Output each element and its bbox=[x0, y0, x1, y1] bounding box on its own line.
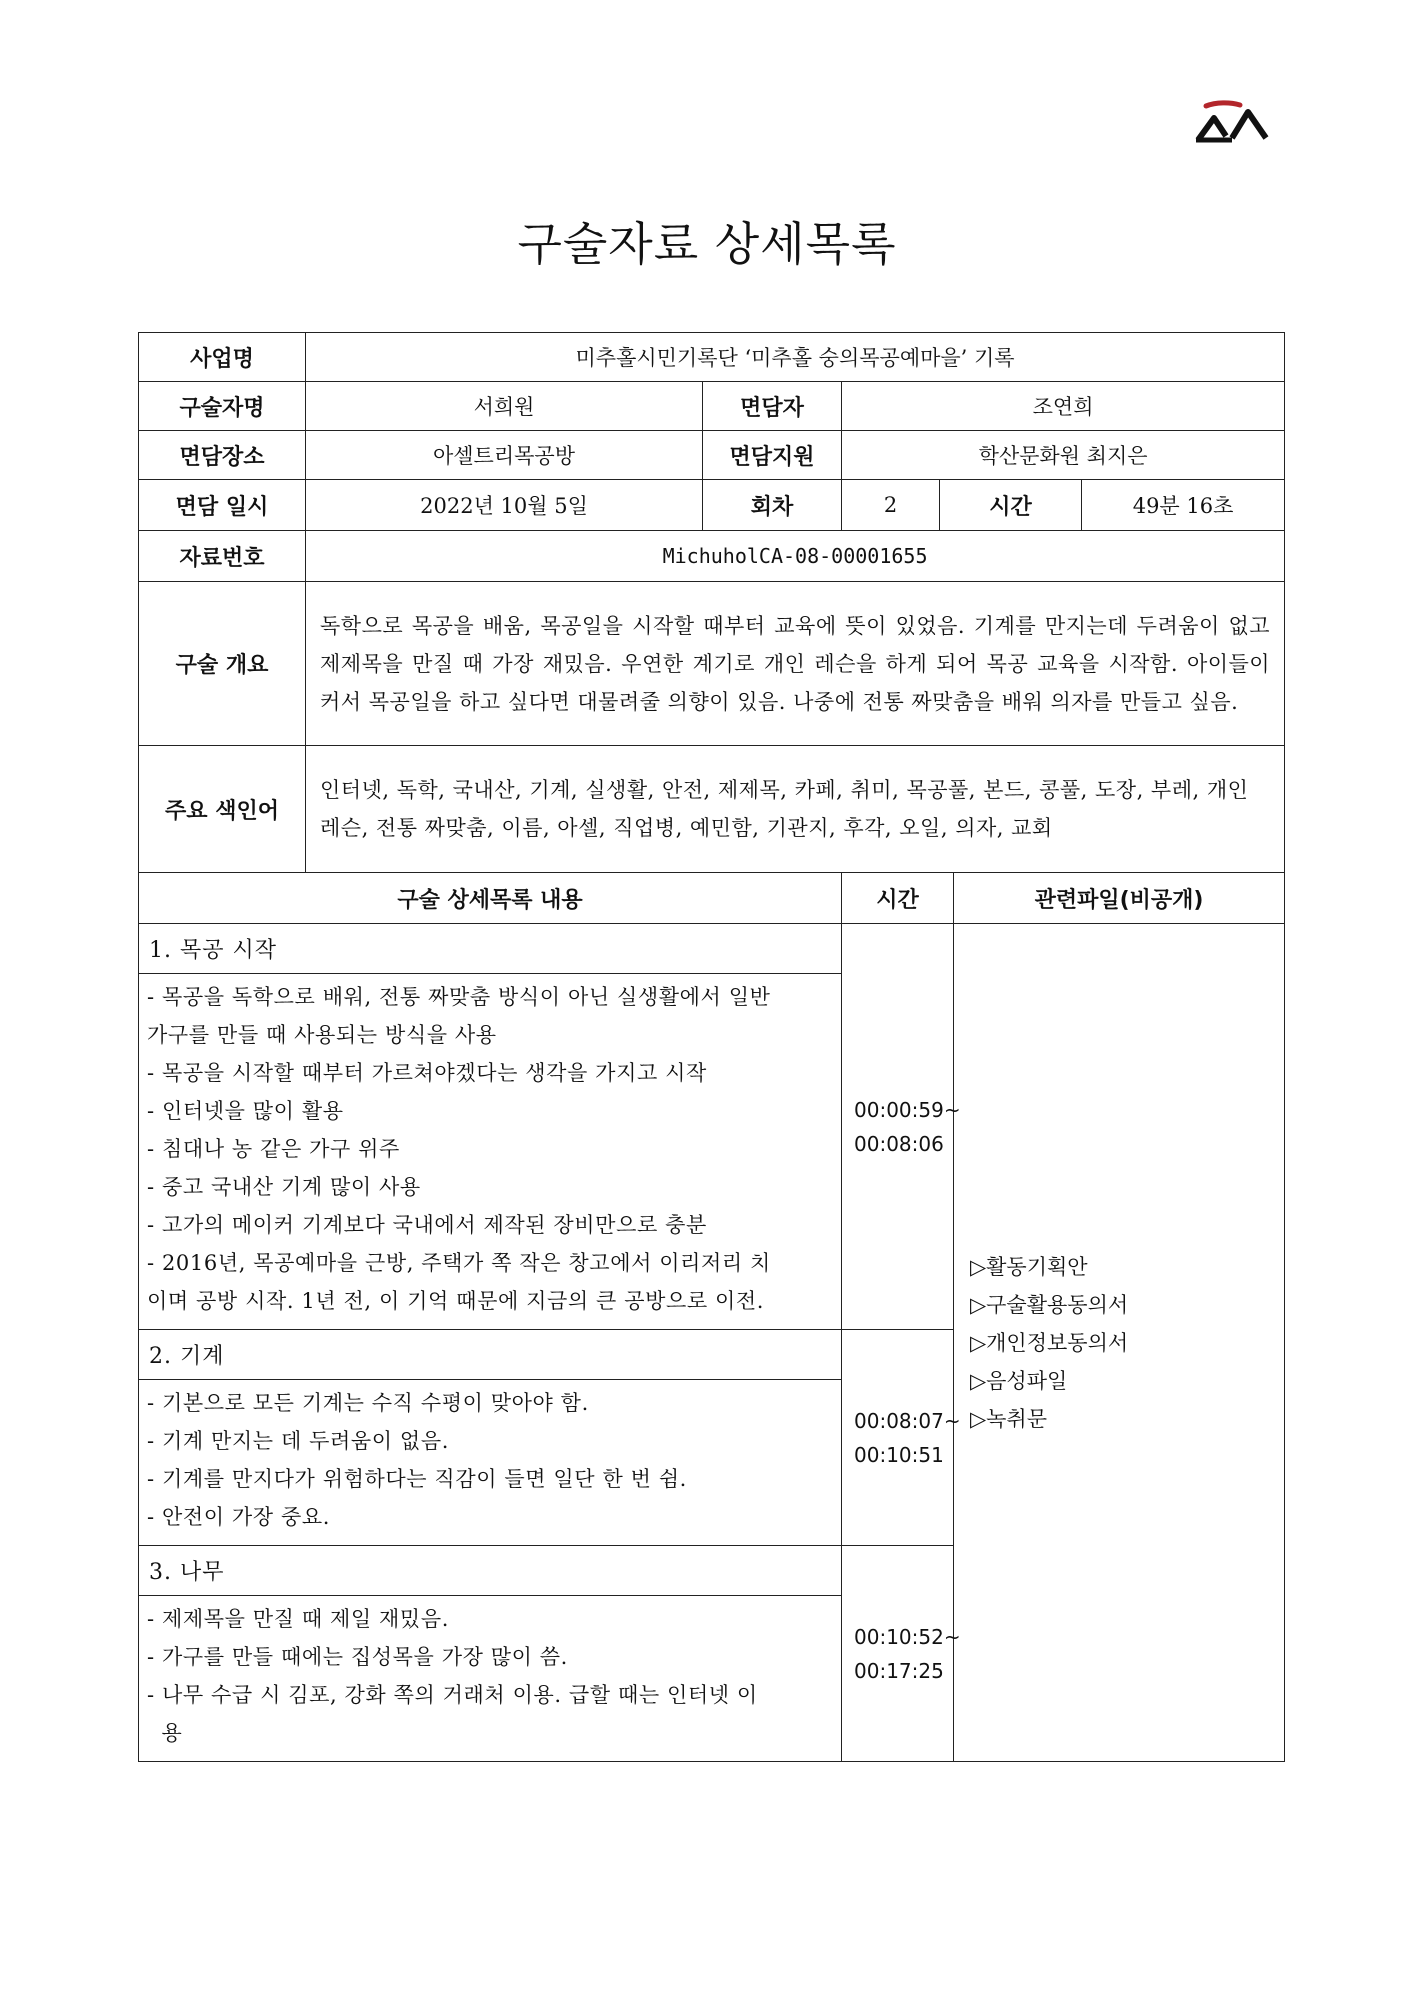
id-label: 자료번호 bbox=[139, 531, 306, 582]
list-item: - 침대나 농 같은 가구 위주 bbox=[147, 1137, 400, 1161]
section-3-time bbox=[842, 1546, 961, 1762]
section-3-body bbox=[139, 1596, 842, 1762]
session-value: 2 bbox=[842, 480, 940, 531]
keywords-label: 주요 색인어 bbox=[139, 746, 306, 873]
interviewer-label: 면담자 bbox=[703, 382, 842, 431]
list-item: - 기계 만지는 데 두려움이 없음. bbox=[147, 1429, 449, 1453]
list-item: - 안전이 가장 중요. bbox=[147, 1505, 330, 1529]
detail-header-row bbox=[139, 873, 1285, 924]
section-2-body bbox=[139, 1380, 842, 1546]
date-row bbox=[139, 480, 1285, 531]
section-title: 1. 목공 시작 bbox=[139, 924, 842, 974]
file-item-transcript: ▷녹취문 bbox=[970, 1406, 1048, 1431]
time-end: 00:08:06 bbox=[854, 1131, 944, 1156]
list-item: - 제제목을 만질 때 제일 재밌음. bbox=[147, 1607, 449, 1631]
list-item: - 중고 국내산 기계 많이 사용 bbox=[147, 1175, 421, 1199]
time-start: 00:10:52~ bbox=[854, 1624, 961, 1649]
content-header: 구술 상세목록 내용 bbox=[139, 873, 842, 924]
list-item: - 기본으로 모든 기계는 수직 수평이 맞아야 함. bbox=[147, 1391, 589, 1415]
time-header: 시간 bbox=[842, 873, 954, 924]
project-row bbox=[139, 333, 1285, 382]
list-item: - 기계를 만지다가 위험하다는 직감이 들면 일단 한 번 쉼. bbox=[147, 1467, 687, 1491]
section-1-time bbox=[842, 924, 961, 1330]
interviewer-value: 조연희 bbox=[842, 382, 1285, 431]
id-value: MichuholCA-08-00001655 bbox=[306, 531, 1285, 582]
place-row bbox=[139, 431, 1285, 480]
narrator-row bbox=[139, 382, 1285, 431]
list-item: - 나무 수급 시 김포, 강화 쪽의 거래처 이용. 급할 때는 인터넷 이 bbox=[147, 1683, 758, 1707]
keywords-value: 인터넷, 독학, 국내산, 기계, 실생활, 안전, 제제목, 카페, 취미, 목공풀, 본드, 콩풀, 도장, 부레, 개인 레슨, 전통 짜맞춤, 이름, 아셀, 직업병, 예민함, 기관지, 후각, 오일, 의자, 교회 bbox=[306, 746, 1285, 873]
project-label: 사업명 bbox=[139, 333, 306, 382]
list-item: 용 bbox=[147, 1721, 183, 1745]
time-start: 00:08:07~ bbox=[854, 1408, 961, 1433]
file-item-privacy: ▷개인정보동의서 bbox=[970, 1330, 1129, 1355]
time-start: 00:00:59~ bbox=[854, 1097, 961, 1122]
archive-logo bbox=[1192, 100, 1272, 144]
file-item-plan: ▷활동기획안 bbox=[970, 1254, 1088, 1279]
list-item: 이며 공방 시작. 1년 전, 이 기억 때문에 지금의 큰 공방으로 이전. bbox=[147, 1289, 765, 1313]
place-label: 면담장소 bbox=[139, 431, 306, 480]
files-header: 관련파일(비공개) bbox=[954, 873, 1285, 924]
section-title: 3. 나무 bbox=[139, 1546, 842, 1596]
narrator-label: 구술자명 bbox=[139, 382, 306, 431]
section-title: 2. 기계 bbox=[139, 1330, 842, 1380]
section-1-title-row bbox=[139, 924, 1285, 974]
duration-value: 49분 16초 bbox=[1082, 480, 1285, 531]
list-item: - 2016년, 목공예마을 근방, 주택가 쪽 작은 창고에서 이리저리 치 bbox=[147, 1251, 771, 1275]
list-item: 가구를 만들 때 사용되는 방식을 사용 bbox=[147, 1023, 497, 1047]
section-2-time bbox=[842, 1330, 961, 1546]
summary-label: 구술 개요 bbox=[139, 582, 306, 746]
session-label: 회차 bbox=[703, 480, 842, 531]
list-item: - 가구를 만들 때에는 집성목을 가장 많이 씀. bbox=[147, 1645, 568, 1669]
list-item: - 고가의 메이커 기계보다 국내에서 제작된 장비만으로 충분 bbox=[147, 1213, 707, 1237]
section-1-body bbox=[139, 974, 842, 1330]
support-label: 면담지원 bbox=[703, 431, 842, 480]
summary-row bbox=[139, 582, 1285, 746]
date-value: 2022년 10월 5일 bbox=[306, 480, 703, 531]
time-end: 00:10:51 bbox=[854, 1442, 944, 1467]
file-item-audio: ▷음성파일 bbox=[970, 1368, 1068, 1393]
related-files bbox=[954, 924, 1285, 1762]
list-item: - 목공을 시작할 때부터 가르쳐야겠다는 생각을 가지고 시작 bbox=[147, 1061, 707, 1085]
date-label: 면담 일시 bbox=[139, 480, 306, 531]
narrator-value: 서희원 bbox=[306, 382, 703, 431]
file-item-consent: ▷구술활용동의서 bbox=[970, 1292, 1129, 1317]
time-end: 00:17:25 bbox=[854, 1658, 944, 1683]
document-title: 구술자료 상세목록 bbox=[517, 217, 897, 271]
id-row bbox=[139, 531, 1285, 582]
duration-label: 시간 bbox=[940, 480, 1082, 531]
support-value: 학산문화원 최지은 bbox=[842, 431, 1285, 480]
summary-value: 독학으로 목공을 배움, 목공일을 시작할 때부터 교육에 뜻이 있었음. 기계를 만지는데 두려움이 없고 제제목을 만질 때 가장 재밌음. 우연한 계기로 개인 레슨을 하게 되어 목공 교육을 시작함. 아이들이 커서 목공일을 하고 싶다면 대물려줄 의향이 있음. 나중에 전통 짜맞춤을 배워 의자를 만들고 싶음. bbox=[306, 582, 1285, 746]
keywords-row bbox=[139, 746, 1285, 873]
list-item: - 목공을 독학으로 배워, 전통 짜맞춤 방식이 아닌 실생활에서 일반 bbox=[147, 985, 771, 1009]
place-value: 아셀트리목공방 bbox=[306, 431, 703, 480]
project-value: 미추홀시민기록단 ‘미추홀 숭의목공예마을’ 기록 bbox=[306, 333, 1285, 382]
oral-history-table bbox=[138, 332, 1285, 1762]
list-item: - 인터넷을 많이 활용 bbox=[147, 1099, 344, 1123]
